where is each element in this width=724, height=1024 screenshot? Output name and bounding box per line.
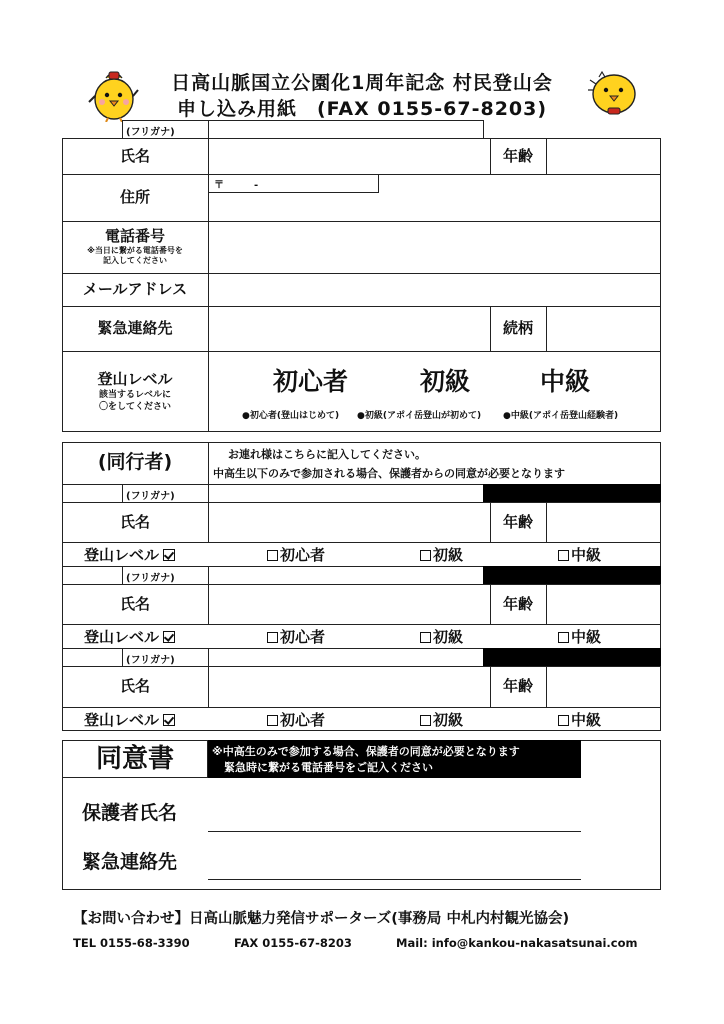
checkbox-icon[interactable] <box>558 632 569 643</box>
companion-3-age-label: 年齢 <box>502 677 533 696</box>
companion-1-option-elementary-text: 初級 <box>433 546 464 564</box>
level-label: 登山レベル <box>97 369 173 388</box>
companion-1-name-label: 氏名 <box>119 512 150 531</box>
checked-box-icon <box>163 714 175 726</box>
companion-2-level-text: 登山レベル <box>84 628 160 646</box>
companion-2-option-elementary[interactable] <box>420 626 463 647</box>
companion-2-furigana-input[interactable] <box>209 567 482 583</box>
companion-1-option-intermediate[interactable] <box>558 544 601 565</box>
guardian-name-label: 保護者氏名 <box>82 802 178 824</box>
companion-1-black-bar <box>483 484 661 502</box>
email-input[interactable] <box>209 274 660 305</box>
companion-3-option-elementary-text: 初級 <box>433 711 464 729</box>
companion-2-option-beginner[interactable] <box>267 626 325 647</box>
level-label-cell <box>62 351 208 432</box>
name-input[interactable] <box>209 139 489 173</box>
companion-2-option-beginner-text: 初心者 <box>280 628 326 646</box>
level-elementary[interactable]: 初級 <box>420 367 471 396</box>
level-beginner[interactable]: 初心者 <box>273 367 349 396</box>
companion-2-age-label: 年齢 <box>502 594 533 613</box>
companion-3-name-label: 氏名 <box>119 677 150 696</box>
relation-label: 続柄 <box>502 319 533 338</box>
companion-3-option-intermediate[interactable] <box>558 709 601 730</box>
companion-2-furigana-label: (フリガナ) <box>126 573 175 584</box>
postal-mark: 〒 - <box>214 180 259 191</box>
companion-2-option-elementary-text: 初級 <box>433 628 464 646</box>
checked-box-icon <box>163 549 175 561</box>
level-intermediate[interactable]: 中級 <box>540 367 591 396</box>
companion-1-level-text: 登山レベル <box>84 546 160 564</box>
level-note-2: 〇をしてください <box>98 401 171 412</box>
name-label: 氏名 <box>119 146 150 165</box>
companion-3-furigana-input[interactable] <box>209 649 482 665</box>
companion-3-option-elementary[interactable] <box>420 709 463 730</box>
companions-title: (同行者) <box>97 451 173 474</box>
age-label: 年齢 <box>502 146 533 165</box>
email-label: メールアドレス <box>82 280 188 299</box>
age-input[interactable] <box>547 139 660 173</box>
companion-3-option-beginner[interactable] <box>267 709 325 730</box>
companion-3-black-bar <box>483 648 661 666</box>
address-input[interactable] <box>209 194 660 220</box>
checkbox-icon[interactable] <box>267 632 278 643</box>
companion-3-option-beginner-text: 初心者 <box>280 711 326 729</box>
companion-1-age-label: 年齢 <box>502 512 533 531</box>
phone-label: 電話番号 <box>104 226 165 245</box>
checkbox-icon[interactable] <box>558 715 569 726</box>
companions-note-2: 中高生以下のみで参加される場合、保護者からの同意が必要となります <box>213 467 565 480</box>
consent-emergency-line[interactable] <box>208 879 581 880</box>
companion-3-age-input[interactable] <box>547 667 660 706</box>
companion-1-furigana-label: (フリガナ) <box>126 491 175 502</box>
contact-fax: FAX 0155-67-8203 <box>234 936 352 950</box>
checkbox-icon[interactable] <box>267 550 278 561</box>
checked-box-icon <box>163 631 175 643</box>
contact-info: 【お問い合わせ】日高山脈魅力発信サポーターズ(事務局 中札内村観光協会) <box>73 911 570 927</box>
checkbox-icon[interactable] <box>267 715 278 726</box>
companion-3-furigana-label: (フリガナ) <box>126 655 175 666</box>
companion-1-option-intermediate-text: 中級 <box>571 546 602 564</box>
level-desc-intermediate: ●中級(アポイ岳登山経験者) <box>503 411 619 421</box>
companion-1-age-input[interactable] <box>547 503 660 541</box>
consent-note-1: ※中高生のみで参加する場合、保護者の同意が必要となります <box>212 745 520 758</box>
companion-1-furigana-input[interactable] <box>209 485 482 501</box>
guardian-name-line[interactable] <box>208 831 581 832</box>
emergency-contact-label: 緊急連絡先 <box>97 319 173 338</box>
phone-note-1: ※当日に繋がる電話番号を <box>87 245 183 255</box>
form-title: 日高山脈国立公園化1周年記念 村民登山会 <box>171 72 553 94</box>
level-note-1: 該当するレベルに <box>98 389 171 400</box>
companion-2-black-bar <box>483 566 661 584</box>
companion-2-option-intermediate[interactable] <box>558 626 601 647</box>
checkbox-icon[interactable] <box>420 715 431 726</box>
companion-1-level-label <box>84 544 175 565</box>
consent-emergency-label: 緊急連絡先 <box>82 851 178 873</box>
contact-tel: TEL 0155-68-3390 <box>73 936 190 950</box>
companion-3-name-input[interactable] <box>209 667 489 706</box>
companion-2-option-intermediate-text: 中級 <box>571 628 602 646</box>
companions-note-1: お連れ様はこちらに記入してください。 <box>228 448 426 461</box>
companion-1-option-beginner-text: 初心者 <box>280 546 326 564</box>
companion-2-name-label: 氏名 <box>119 594 150 613</box>
companion-3-level-text: 登山レベル <box>84 711 160 729</box>
form-subtitle-fax: 申し込み用紙 (FAX 0155-67-8203) <box>176 98 548 120</box>
relation-input[interactable] <box>547 307 660 350</box>
consent-note-2: 緊急時に繋がる電話番号をご記入ください <box>224 761 433 774</box>
companion-3-level-label <box>84 709 175 730</box>
emergency-contact-input[interactable] <box>209 307 489 350</box>
companion-1-option-elementary[interactable] <box>420 544 463 565</box>
consent-title: 同意書 <box>95 743 174 774</box>
companion-2-level-label <box>84 626 175 647</box>
companion-3-option-intermediate-text: 中級 <box>571 711 602 729</box>
phone-note-2: 記入してください <box>103 256 167 266</box>
level-desc-beginner: ●初心者(登山はじめて) <box>242 411 340 421</box>
furigana-input[interactable] <box>209 121 483 138</box>
checkbox-icon[interactable] <box>558 550 569 561</box>
checkbox-icon[interactable] <box>420 550 431 561</box>
checkbox-icon[interactable] <box>420 632 431 643</box>
phone-input[interactable] <box>209 222 660 272</box>
furigana-label: (フリガナ) <box>126 127 175 138</box>
companion-1-name-input[interactable] <box>209 503 489 541</box>
address-label: 住所 <box>119 188 150 207</box>
level-desc-elementary: ●初級(アポイ岳登山が初めて) <box>357 411 482 421</box>
companion-2-age-input[interactable] <box>547 585 660 623</box>
companion-1-option-beginner[interactable] <box>267 544 325 565</box>
companion-2-name-input[interactable] <box>209 585 489 623</box>
phone-label-cell <box>62 221 208 273</box>
contact-mail: Mail: info@kankou-nakasatsunai.com <box>396 936 638 950</box>
